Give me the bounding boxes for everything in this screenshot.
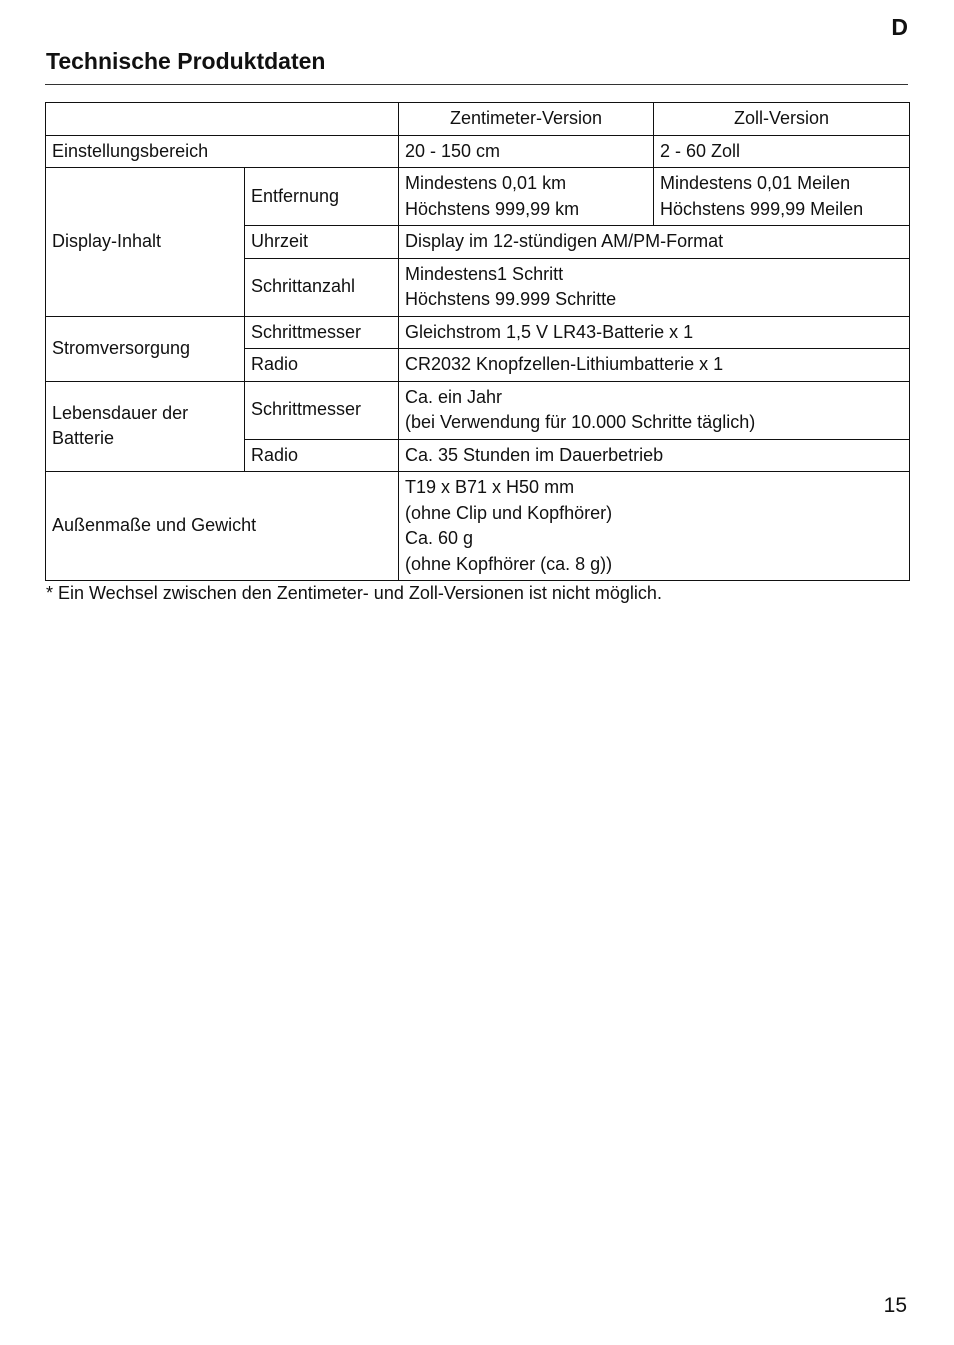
row-label-masse: Außenmaße und Gewicht xyxy=(46,472,399,581)
table-row xyxy=(46,168,910,226)
text-line: (ohne Clip und Kopfhörer) xyxy=(405,502,613,523)
cell-masse xyxy=(399,472,910,581)
sub-label-radio: Radio xyxy=(245,349,399,382)
text-line: Ca. ein Jahr xyxy=(405,386,503,407)
cell-entfernung-cm xyxy=(399,168,654,226)
cell-strom-schrittmesser: Gleichstrom 1,5 V LR43-Batterie x 1 xyxy=(399,316,910,349)
spec-table xyxy=(45,102,910,581)
header-empty-cell xyxy=(46,103,399,136)
sub-label-schrittmesser: Schrittmesser xyxy=(245,316,399,349)
text-line: Höchstens 999,99 Meilen xyxy=(660,198,864,219)
text-line: Ca. 60 g xyxy=(405,528,474,548)
text-line: Mindestens1 Schritt xyxy=(405,263,564,284)
row-label-lebensdauer xyxy=(46,381,245,472)
cell-einstellungsbereich-inch: 2 - 60 Zoll xyxy=(654,135,910,168)
text-line: Batterie xyxy=(52,428,115,449)
sub-label-radio: Radio xyxy=(245,439,399,472)
text-line: Mindestens 0,01 km xyxy=(405,173,567,193)
table-header-row xyxy=(46,103,910,136)
sub-label-entfernung: Entfernung xyxy=(245,168,399,226)
text-line: Höchstens 99.999 Schritte xyxy=(405,289,617,309)
sub-label-schrittmesser: Schrittmesser xyxy=(245,381,399,439)
table-row xyxy=(46,381,910,439)
cell-strom-radio: CR2032 Knopfzellen-Lithiumbatterie x 1 xyxy=(399,349,910,382)
sub-label-schrittanzahl: Schrittanzahl xyxy=(245,258,399,316)
cell-uhrzeit: Display im 12-stündigen AM/PM-Format xyxy=(399,226,910,259)
table-row xyxy=(46,316,910,349)
sub-label-uhrzeit: Uhrzeit xyxy=(245,226,399,259)
text-line: Lebensdauer der xyxy=(52,402,189,423)
row-label-display: Display-Inhalt xyxy=(46,168,245,317)
page-number: 15 xyxy=(883,1294,907,1317)
text-line: (bei Verwendung für 10.000 Schritte täglich) xyxy=(405,412,756,432)
title-divider xyxy=(45,84,908,85)
cell-lebensdauer-schrittmesser xyxy=(399,381,910,439)
cell-schrittanzahl xyxy=(399,258,910,316)
table-row xyxy=(46,135,910,168)
cell-einstellungsbereich-cm: 20 - 150 cm xyxy=(399,135,654,168)
header-inch-version: Zoll-Version xyxy=(654,103,910,136)
cell-entfernung-inch xyxy=(654,168,910,226)
footnote: * Ein Wechsel zwischen den Zentimeter- und Zoll-Versionen ist nicht möglich. xyxy=(46,583,662,603)
text-line: (ohne Kopfhörer (ca. 8 g)) xyxy=(405,553,613,574)
row-label-stromversorgung: Stromversorgung xyxy=(46,316,245,381)
header-cm-version: Zentimeter-Version xyxy=(399,103,654,136)
text-line: T19 x B71 x H50 mm xyxy=(405,477,575,497)
text-line: Mindestens 0,01 Meilen xyxy=(660,173,851,193)
row-label-einstellungsbereich: Einstellungsbereich xyxy=(46,135,399,168)
language-marker: D xyxy=(891,14,908,40)
page-title: Technische Produktdaten xyxy=(46,48,326,74)
cell-lebensdauer-radio: Ca. 35 Stunden im Dauerbetrieb xyxy=(399,439,910,472)
text-line: Höchstens 999,99 km xyxy=(405,198,580,219)
table-row xyxy=(46,472,910,581)
